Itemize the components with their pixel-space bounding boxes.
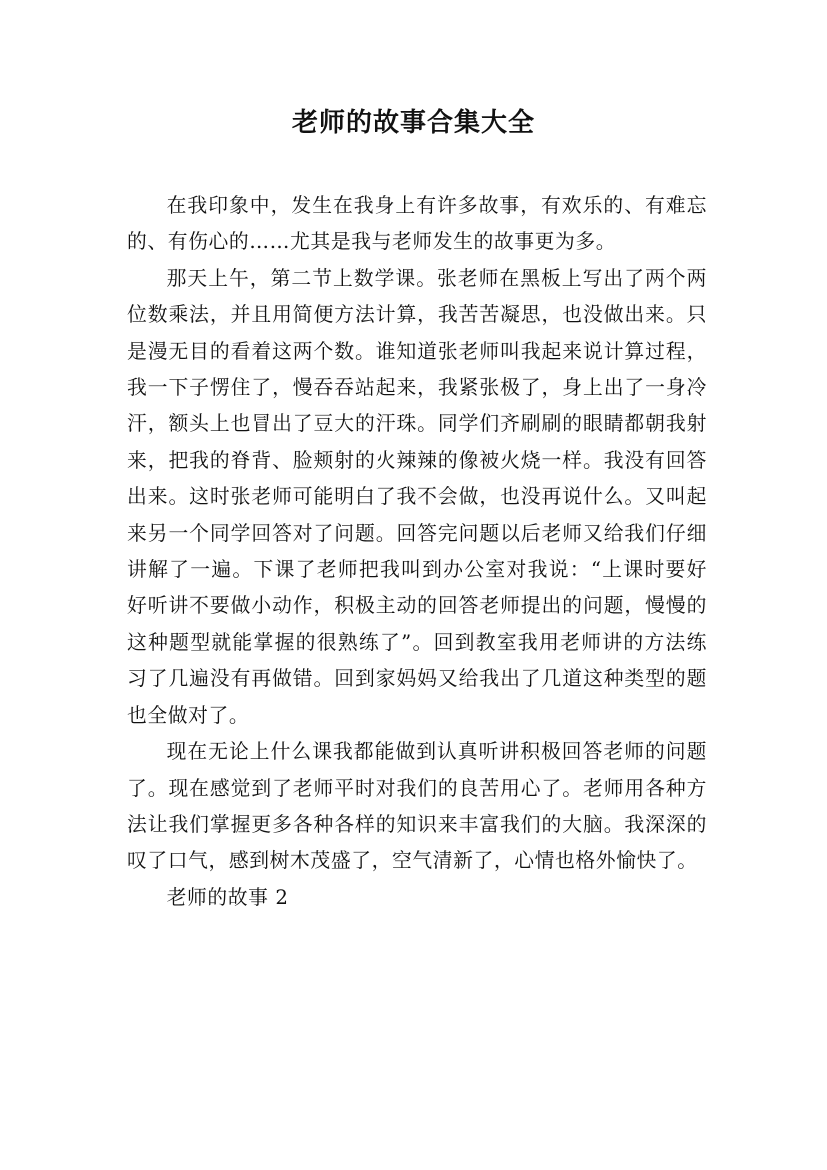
section-heading-story-2: 老师的故事 2	[166, 885, 289, 909]
document-body	[127, 188, 707, 916]
paragraph-math-class-story: 那天上午，第二节上数学课。张老师在黑板上写出了两个两位数乘法，并且用简便方法计算，我苦苦凝思，也没做出来。只是漫无目的看着这两个数。谁知道张老师叫我起来说计算过程，我一下子愣住了，慢吞吞站起来，我紧张极了，身上出了一身冷汗，额头上也冒出了豆大的汗珠。同学们齐刷刷的眼睛都朝我射来，把我的脊背、脸颊射的火辣辣的像被火烧一样。我没有回答出来。这时张老师可能明白了我不会做，也没再说什么。又叫起来另一个同学回答对了问题。回答完问题以后老师又给我们仔细讲解了一遍。下课了老师把我叫到办公室对我说：“上课时要好好听讲不要做小动作，积极主动的回答老师提出的问题，慢慢的这种题型就能掌握的很熟练了”。回到教室我用老师讲的方法练习了几遍没有再做错。回到家妈妈又给我出了几道这种类型的题也全做对了。	[127, 266, 707, 727]
paragraph-reflection: 现在无论上什么课我都能做到认真听讲积极回答老师的问题了。现在感觉到了老师平时对我们的良苦用心了。老师用各种方法让我们掌握更多各种各样的知识来丰富我们的大脑。我深深的叹了口气，感到树木茂盛了，空气清新了，心情也格外愉快了。	[127, 740, 707, 873]
paragraph-intro: 在我印象中，发生在我身上有许多故事，有欢乐的、有难忘的、有伤心的……尤其是我与老师发生的故事更为多。	[127, 194, 707, 254]
document-title: 老师的故事合集大全	[291, 108, 535, 138]
